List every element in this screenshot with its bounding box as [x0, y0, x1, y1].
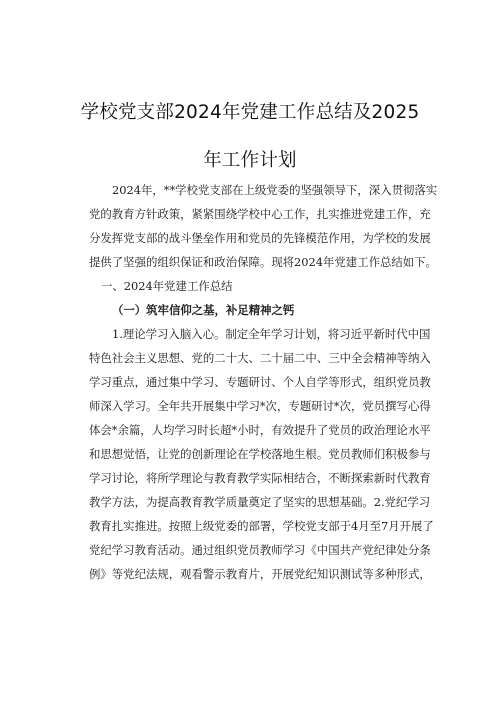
section-heading: 一、2024年党建工作总结 [101, 279, 233, 293]
subsection-heading: （一）筑牢信仰之基，补足精神之钙 [112, 303, 295, 317]
intro-paragraph-line: 2024年，**学校党支部在上级党委的坚强领导下，深入贯彻落实 [112, 183, 438, 197]
body-paragraph-line: 1.理论学习入脑入心。制定全年学习计划，将习近平新时代中国 [112, 327, 431, 341]
body-paragraph-line: 教学方法，为提高教育教学质量奠定了坚实的思想基础。2.党纪学习 [89, 495, 431, 509]
body-paragraph-line: 体会*余篇，人均学习时长超*小时，有效提升了党员的政治理论水平 [89, 423, 431, 437]
body-paragraph-line: 学习重点，通过集中学习、专题研讨、个人自学等形式，组织党员教 [89, 375, 431, 389]
intro-paragraph-line: 提供了坚强的组织保证和政治保障。现将2024年党建工作总结如下。 [89, 255, 437, 269]
body-paragraph-line: 特色社会主义思想、党的二十大、二十届二中、三中全会精神等纳入 [89, 351, 431, 365]
body-paragraph-line: 和思想觉悟，让党的创新理论在学校落地生根。党员教师们积极参与 [89, 447, 431, 461]
body-paragraph-line: 师深入学习。全年共开展集中学习*次，专题研讨*次，党员撰写心得 [89, 399, 431, 413]
body-paragraph-line: 党纪学习教育活动。通过组织党员教师学习《中国共产党纪律处分条 [89, 543, 431, 557]
body-paragraph-line: 例》等党纪法规，观看警示教育片，开展党纪知识测试等多种形式， [89, 567, 431, 581]
body-paragraph-line: 教育扎实推进。按照上级党委的部署，学校党支部于4月至7月开展了 [89, 519, 434, 533]
document-title-line-1: 学校党支部2024年党建工作总结及2025 [80, 102, 420, 123]
intro-paragraph-line: 党的教育方针政策，紧紧围绕学校中心工作，扎实推进党建工作，充 [89, 207, 431, 221]
document-title-line-2: 年工作计划 [203, 150, 297, 171]
body-paragraph-line: 学习讨论，将所学理论与教育教学实际相结合，不断探索新时代教育 [89, 471, 431, 485]
intro-paragraph-line: 分发挥党支部的战斗堡垒作用和党员的先锋模范作用，为学校的发展 [89, 231, 431, 245]
